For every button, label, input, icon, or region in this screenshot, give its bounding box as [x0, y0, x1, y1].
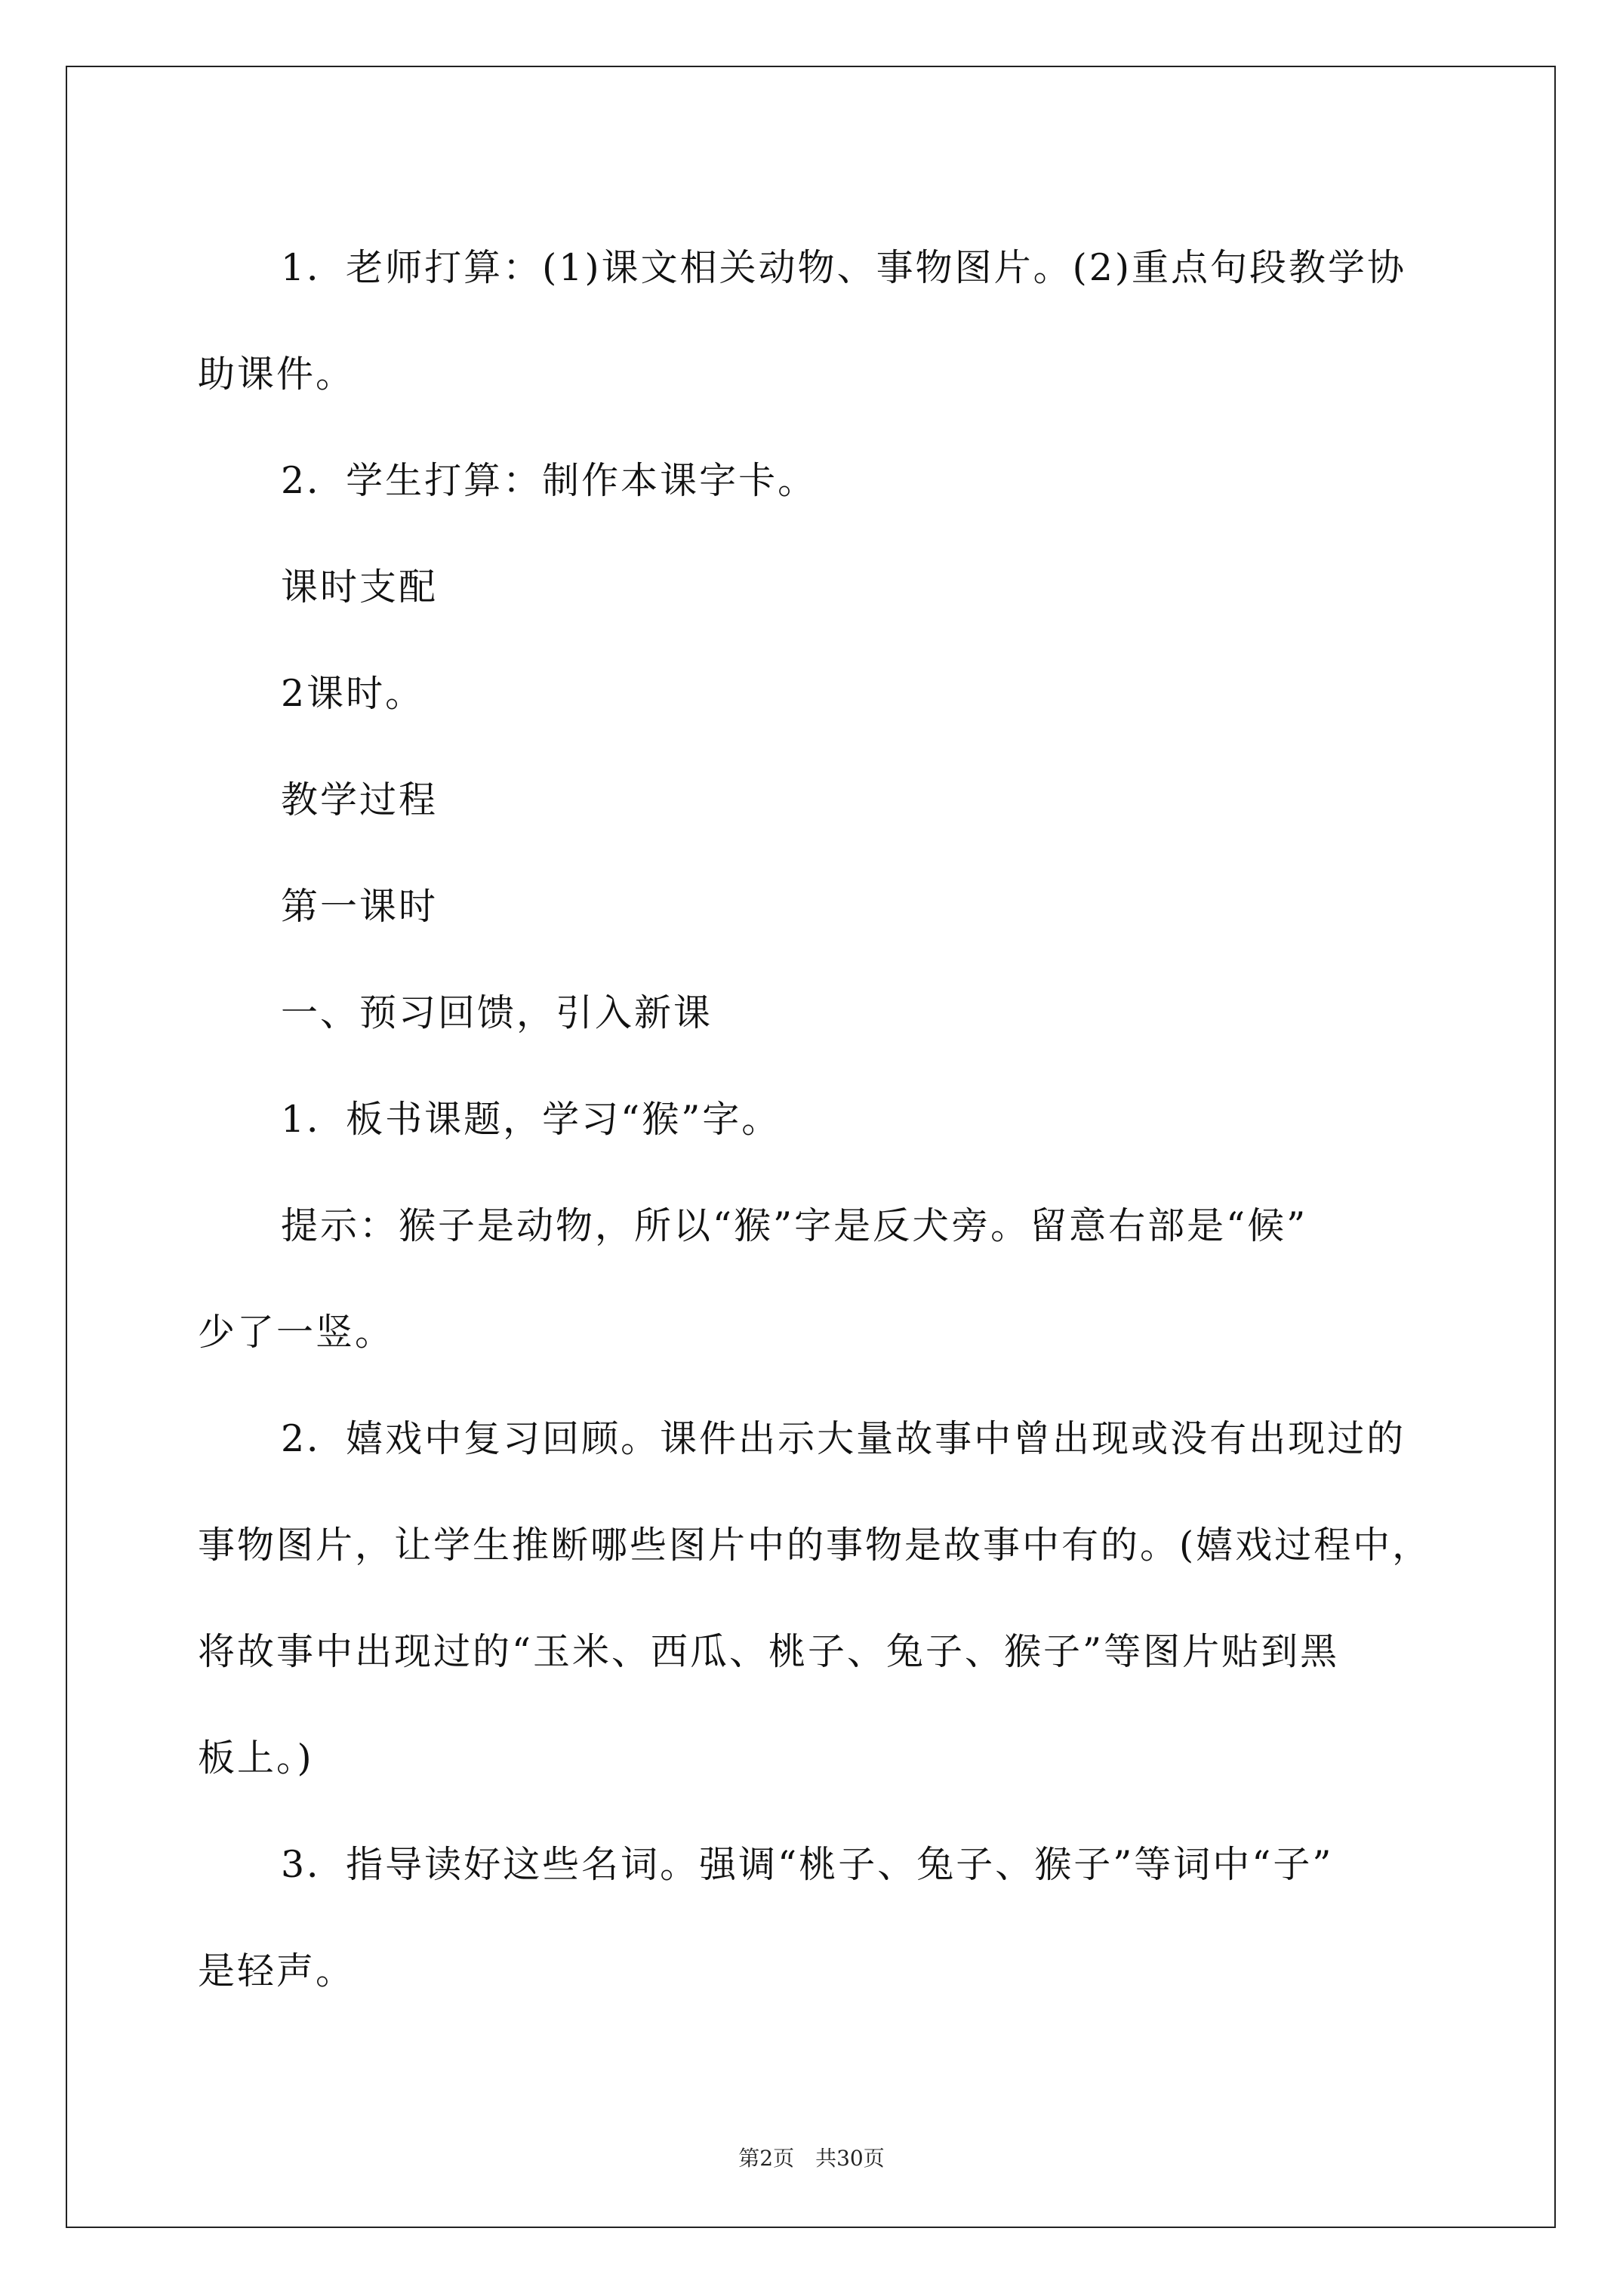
paragraph-line: 1．老师打算：(1)课文相关动物、事物图片。(2)重点句段教学协: [281, 246, 1406, 289]
paragraph-line: 提示：猴子是动物，所以“猴”字是反犬旁。留意右部是“候”: [281, 1204, 1308, 1247]
section-heading: 一、预习回馈，引入新课: [281, 991, 713, 1034]
paragraph-line: 少了一竖。: [198, 1311, 395, 1354]
page-number: 第2页: [738, 2146, 795, 2171]
paragraph-line: 3．指导读好这些名词。强调“桃子、兔子、猴子”等词中“子”: [281, 1843, 1334, 1886]
section-heading: 课时支配: [281, 566, 439, 609]
paragraph-line: 板上。): [198, 1737, 314, 1780]
paragraph-line: 2．嬉戏中复习回顾。课件出示大量故事中曾出现或没有出现过的: [281, 1417, 1406, 1460]
paragraph-line: 是轻声。: [198, 1949, 356, 1992]
paragraph-line: 事物图片，让学生推断哪些图片中的事物是故事中有的。(嬉戏过程中，: [198, 1524, 1432, 1567]
paragraph-line: 1．板书课题，学习“猴”字。: [281, 1098, 781, 1141]
page-total: 共30页: [815, 2146, 885, 2171]
paragraph-line: 2课时。: [281, 672, 425, 715]
section-heading: 第一课时: [281, 885, 439, 928]
paragraph-line: 助课件。: [198, 353, 356, 396]
document-body: [198, 214, 1436, 2024]
section-heading: 教学过程: [281, 778, 439, 821]
page-footer: [0, 2143, 1623, 2174]
paragraph-line: 将故事中出现过的“玉米、西瓜、桃子、兔子、猴子”等图片贴到黑: [198, 1630, 1340, 1673]
paragraph-line: 2．学生打算：制作本课字卡。: [281, 459, 818, 502]
